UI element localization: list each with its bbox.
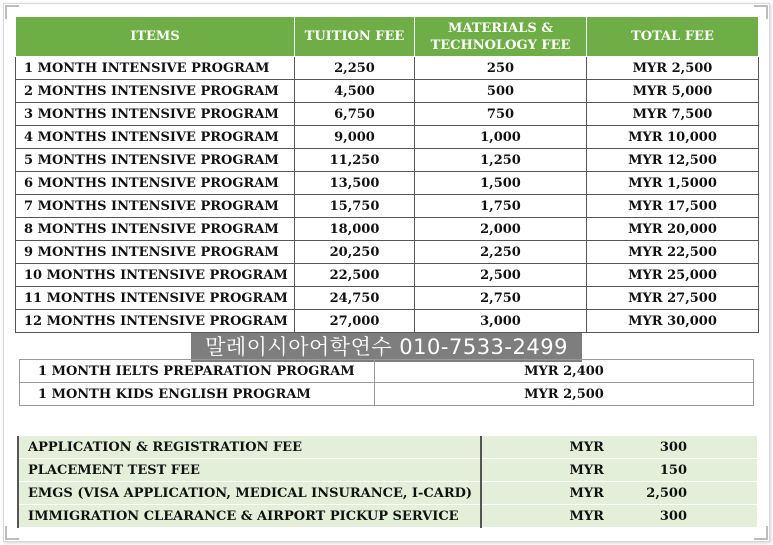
- header-tuition-fee: TUITION FEE: [295, 17, 415, 57]
- program-row: [16, 80, 759, 103]
- program-item: 1 MONTH INTENSIVE PROGRAM: [16, 57, 295, 80]
- additional-fee-row: [18, 505, 757, 528]
- program-materials-fee: 250: [415, 57, 587, 80]
- program-materials-fee: 1,000: [415, 126, 587, 149]
- program-row: [16, 287, 759, 310]
- program-tuition-fee: 27,000: [295, 310, 415, 333]
- program-item: 5 MONTHS INTENSIVE PROGRAM: [16, 149, 295, 172]
- additional-fee-item: EMGS (VISA APPLICATION, MEDICAL INSURANCE, I-CARD): [18, 482, 481, 505]
- program-total-fee: MYR 30,000: [587, 310, 759, 333]
- program-row: [16, 57, 759, 80]
- program-tuition-fee: 24,750: [295, 287, 415, 310]
- program-row: [16, 103, 759, 126]
- program-total-fee: MYR 22,500: [587, 241, 759, 264]
- header-items: ITEMS: [16, 17, 295, 57]
- program-materials-fee: 2,000: [415, 218, 587, 241]
- program-item: 2 MONTHS INTENSIVE PROGRAM: [16, 80, 295, 103]
- program-tuition-fee: 11,250: [295, 149, 415, 172]
- program-tuition-fee: 20,250: [295, 241, 415, 264]
- program-total-fee: MYR 17,500: [587, 195, 759, 218]
- program-row: [16, 172, 759, 195]
- additional-fee-amount: 150: [618, 459, 757, 482]
- extra-program-total: MYR 2,400: [375, 360, 754, 383]
- program-materials-fee: 2,500: [415, 264, 587, 287]
- program-item: 7 MONTHS INTENSIVE PROGRAM: [16, 195, 295, 218]
- extra-program-row: [20, 383, 754, 406]
- program-item: 4 MONTHS INTENSIVE PROGRAM: [16, 126, 295, 149]
- frame-corner: [5, 526, 19, 540]
- program-tuition-fee: 22,500: [295, 264, 415, 287]
- extra-program-item: 1 MONTH KIDS ENGLISH PROGRAM: [20, 383, 375, 406]
- additional-fee-item: PLACEMENT TEST FEE: [18, 459, 481, 482]
- additional-fee-row: [18, 459, 757, 482]
- program-total-fee: MYR 20,000: [587, 218, 759, 241]
- program-materials-fee: 1,500: [415, 172, 587, 195]
- header-materials-line2: TECHNOLOGY FEE: [430, 37, 571, 53]
- program-item: 6 MONTHS INTENSIVE PROGRAM: [16, 172, 295, 195]
- program-total-fee: MYR 27,500: [587, 287, 759, 310]
- program-total-fee: MYR 2,500: [587, 57, 759, 80]
- extra-program-table: [19, 359, 754, 406]
- program-item: 9 MONTHS INTENSIVE PROGRAM: [16, 241, 295, 264]
- additional-fee-row: [18, 436, 757, 459]
- program-row: [16, 264, 759, 287]
- program-row: [16, 149, 759, 172]
- program-materials-fee: 500: [415, 80, 587, 103]
- additional-fee-row: [18, 482, 757, 505]
- program-materials-fee: 3,000: [415, 310, 587, 333]
- program-item: 11 MONTHS INTENSIVE PROGRAM: [16, 287, 295, 310]
- program-total-fee: MYR 10,000: [587, 126, 759, 149]
- program-materials-fee: 2,750: [415, 287, 587, 310]
- program-total-fee: MYR 25,000: [587, 264, 759, 287]
- program-item: 10 MONTHS INTENSIVE PROGRAM: [16, 264, 295, 287]
- program-total-fee: MYR 12,500: [587, 149, 759, 172]
- program-fee-table: [15, 16, 759, 333]
- program-row: [16, 126, 759, 149]
- program-tuition-fee: 18,000: [295, 218, 415, 241]
- fee-table-header-row: [16, 17, 759, 57]
- additional-fee-amount: 300: [618, 436, 757, 459]
- additional-fee-currency: MYR: [481, 505, 618, 528]
- program-tuition-fee: 4,500: [295, 80, 415, 103]
- contact-watermark: 말레이시아어학연수 010-7533-2499: [191, 332, 582, 362]
- extra-program-item: 1 MONTH IELTS PREPARATION PROGRAM: [20, 360, 375, 383]
- program-row: [16, 218, 759, 241]
- additional-fee-item: APPLICATION & REGISTRATION FEE: [18, 436, 481, 459]
- additional-fee-currency: MYR: [481, 459, 618, 482]
- program-row: [16, 241, 759, 264]
- header-total-fee: TOTAL FEE: [587, 17, 759, 57]
- program-total-fee: MYR 7,500: [587, 103, 759, 126]
- program-materials-fee: 1,250: [415, 149, 587, 172]
- program-tuition-fee: 2,250: [295, 57, 415, 80]
- program-tuition-fee: 13,500: [295, 172, 415, 195]
- program-item: 8 MONTHS INTENSIVE PROGRAM: [16, 218, 295, 241]
- program-item: 12 MONTHS INTENSIVE PROGRAM: [16, 310, 295, 333]
- frame-corner: [754, 526, 768, 540]
- program-row: [16, 195, 759, 218]
- program-materials-fee: 1,750: [415, 195, 587, 218]
- additional-fee-currency: MYR: [481, 482, 618, 505]
- program-row: [16, 310, 759, 333]
- program-total-fee: MYR 1,5000: [587, 172, 759, 195]
- program-materials-fee: 2,250: [415, 241, 587, 264]
- program-tuition-fee: 9,000: [295, 126, 415, 149]
- additional-fee-table: [17, 436, 757, 528]
- additional-fee-item: IMMIGRATION CLEARANCE & AIRPORT PICKUP SERVICE: [18, 505, 481, 528]
- program-materials-fee: 750: [415, 103, 587, 126]
- extra-program-row: [20, 360, 754, 383]
- additional-fee-amount: 2,500: [618, 482, 757, 505]
- program-tuition-fee: 15,750: [295, 195, 415, 218]
- program-tuition-fee: 6,750: [295, 103, 415, 126]
- additional-fee-currency: MYR: [481, 436, 618, 459]
- program-item: 3 MONTHS INTENSIVE PROGRAM: [16, 103, 295, 126]
- extra-program-total: MYR 2,500: [375, 383, 754, 406]
- header-materials-line1: MATERIALS &: [447, 20, 554, 36]
- program-total-fee: MYR 5,000: [587, 80, 759, 103]
- header-materials-fee: [415, 17, 587, 57]
- additional-fee-amount: 300: [618, 505, 757, 528]
